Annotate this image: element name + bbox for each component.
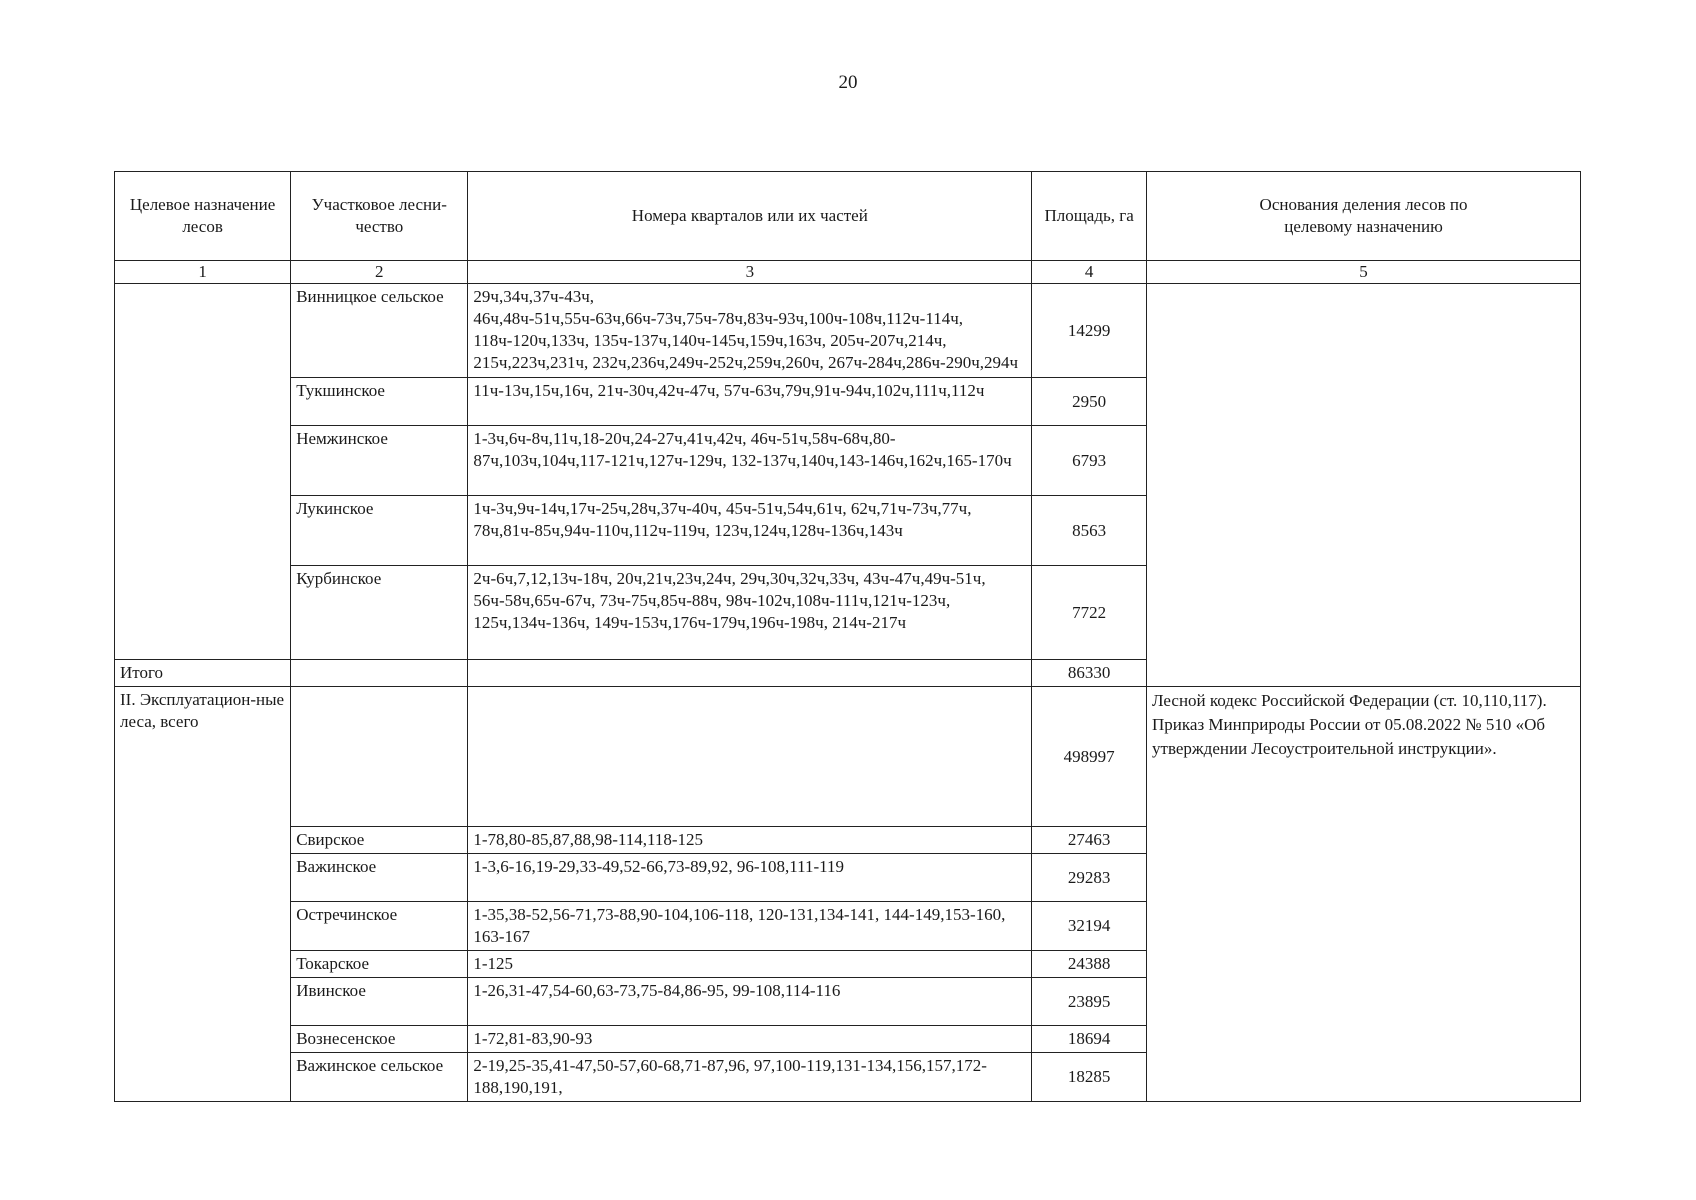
basis-ministry-order: Приказ Минприроды России от 05.08.2022 № 510 «Об утверждении Лесоустроительной инструкции». [1152,715,1546,758]
empty-cell [291,660,468,687]
area-value: 27463 [1032,827,1147,854]
forestry-name: Тукшинское [291,378,468,426]
column-number: 5 [1147,261,1581,284]
quarter-numbers: 1-26,31-47,54-60,63-73,75-84,86-95, 99-108,114-116 [468,978,1032,1026]
forestry-name: Остречинское [291,902,468,951]
group-header-row [115,687,1581,827]
empty-cell [468,660,1032,687]
basis-cell-empty [1147,284,1581,687]
quarter-numbers: 11ч-13ч,15ч,16ч, 21ч-30ч,42ч-47ч, 57ч-63ч,79ч,91ч-94ч,102ч,111ч,112ч [468,378,1032,426]
quarter-numbers: 1-125 [468,951,1032,978]
quarter-numbers: 1ч-3ч,9ч-14ч,17ч-25ч,28ч,37ч-40ч, 45ч-51ч,54ч,61ч, 62ч,71ч-73ч,77ч, 78ч,81ч-85ч,94ч-110ч,112ч-119ч, 123ч,124ч,128ч-136ч,143ч [468,496,1032,566]
empty-cell [291,687,468,827]
header-purpose: Целевое назначение лесов [115,172,291,261]
area-value: 14299 [1032,284,1147,378]
forestry-name: Винницкое сельское [291,284,468,378]
total-area: 86330 [1032,660,1147,687]
forestry-name: Свирское [291,827,468,854]
basis-text [1147,687,1581,1102]
area-value: 6793 [1032,426,1147,496]
area-value: 7722 [1032,566,1147,660]
quarter-numbers: 1-3ч,6ч-8ч,11ч,18-20ч,24-27ч,41ч,42ч, 46ч-51ч,58ч-68ч,80-87ч,103ч,104ч,117-121ч,127ч-129ч, 132-137ч,140ч,143-146ч,162ч,165-170ч [468,426,1032,496]
area-value: 29283 [1032,854,1147,902]
quarter-numbers: 2ч-6ч,7,12,13ч-18ч, 20ч,21ч,23ч,24ч, 29ч,30ч,32ч,33ч, 43ч-47ч,49ч-51ч, 56ч-58ч,65ч-67ч, 73ч-75ч,85ч-88ч, 98ч-102ч,108ч-111ч,121ч-123ч, 125ч,134ч-136ч, 149ч-153ч,176ч-179ч,196ч-198ч, 214ч-217ч [468,566,1032,660]
table-row [115,284,1581,378]
empty-cell [468,687,1032,827]
forestry-name: Ивинское [291,978,468,1026]
column-number: 4 [1032,261,1147,284]
header-area: Площадь, га [1032,172,1147,261]
forest-division-table [114,171,1581,1102]
forestry-name: Токарское [291,951,468,978]
area-value: 32194 [1032,902,1147,951]
quarter-numbers: 1-35,38-52,56-71,73-88,90-104,106-118, 120-131,134-141, 144-149,153-160, 163-167 [468,902,1032,951]
column-numbers-row [115,261,1581,284]
page-number: 20 [838,72,858,93]
forestry-name: Важинское сельское [291,1053,468,1102]
basis-forest-code: Лесной кодекс Российской Федерации (ст. 10,110,117). [1152,691,1547,710]
total-label: Итого [115,660,291,687]
area-value: 23895 [1032,978,1147,1026]
area-value: 8563 [1032,496,1147,566]
quarter-numbers: 29ч,34ч,37ч-43ч, 46ч,48ч-51ч,55ч-63ч,66ч-73ч,75ч-78ч,83ч-93ч,100ч-108ч,112ч-114ч, 118ч-120ч,133ч, 135ч-137ч,140ч-145ч,159ч,163ч, 205ч-207ч,214ч, 215ч,223ч,231ч, 232ч,236ч,249ч-252ч,259ч,260ч, 267ч-284ч,286ч-290ч,294ч [468,284,1032,378]
quarter-numbers: 1-78,80-85,87,88,98-114,118-125 [468,827,1032,854]
column-number: 1 [115,261,291,284]
forestry-name: Важинское [291,854,468,902]
column-number: 2 [291,261,468,284]
forestry-name: Вознесенское [291,1026,468,1053]
header-forestry: Участковое лесни-чество [291,172,468,261]
quarter-numbers: 2-19,25-35,41-47,50-57,60-68,71-87,96, 97,100-119,131-134,156,157,172-188,190,191, [468,1053,1032,1102]
header-quarters: Номера кварталов или их частей [468,172,1032,261]
quarter-numbers: 1-72,81-83,90-93 [468,1026,1032,1053]
forestry-name: Немжинское [291,426,468,496]
purpose-cell-empty [115,284,291,660]
quarter-numbers: 1-3,6-16,19-29,33-49,52-66,73-89,92, 96-108,111-119 [468,854,1032,902]
forestry-name: Лукинское [291,496,468,566]
column-number: 3 [468,261,1032,284]
area-value: 2950 [1032,378,1147,426]
header-basis: Основания деления лесов по целевому назначению [1147,172,1581,261]
area-value: 18694 [1032,1026,1147,1053]
forestry-name: Курбинское [291,566,468,660]
group-total-area: 498997 [1032,687,1147,827]
purpose-label: II. Эксплуатацион-ные леса, всего [115,687,291,1102]
area-value: 18285 [1032,1053,1147,1102]
area-value: 24388 [1032,951,1147,978]
header-row [115,172,1581,261]
